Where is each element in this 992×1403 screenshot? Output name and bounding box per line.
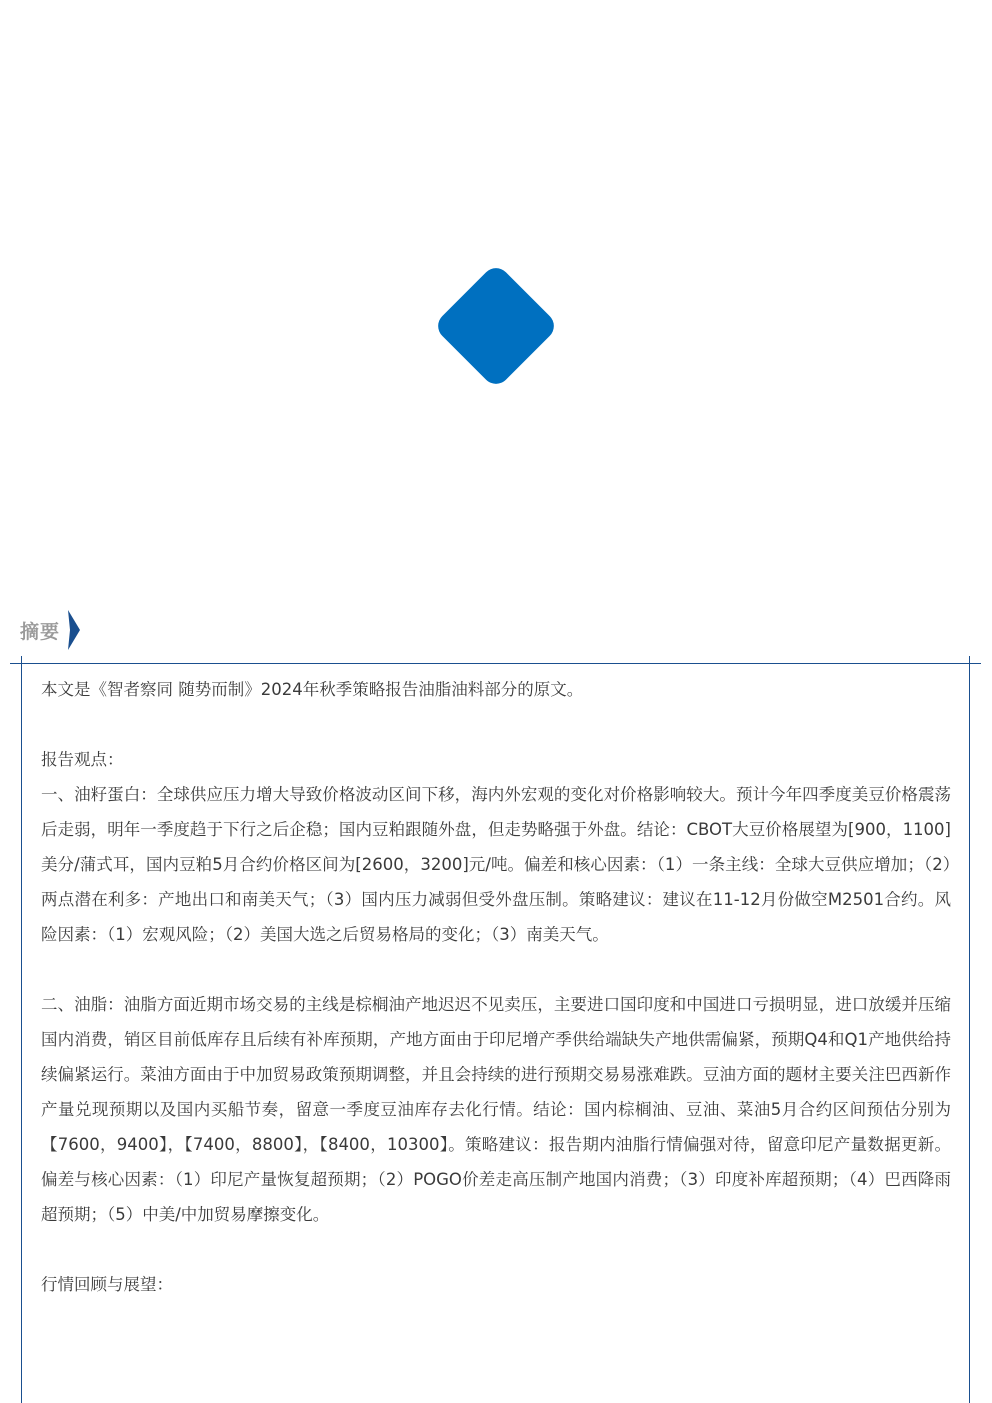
oilseed-protein-paragraph: 一、油籽蛋白：全球供应压力增大导致价格波动区间下移，海内外宏观的变化对价格影响较大。预计今年四季度美豆价格震荡后走弱，明年一季度趋于下行之后企稳；国内豆粕跟随外盘，但走势略强于外盘。结论：CBOT大豆价格展望为[900，1100]美分/蒲式耳，国内豆粕5月合约价格区间为[2600，3200]元/吨。偏差和核心因素：（1）一条主线：全球大豆供应增加；（2）两点潜在利多：产地出口和南美天气；（3）国内压力减弱但受外盘压制。策略建议：建议在11-12月份做空M2501合约。风险因素：（1）宏观风险；（2）美国大选之后贸易格局的变化；（3）南美天气。 [41,785,951,944]
frame-left-rule [21,656,22,1403]
frame-right-rule [969,656,970,1403]
intro-paragraph: 本文是《智者察同 随势而制》2024年秋季策略报告油脂油料部分的原文。 [41,680,584,699]
oils-fats-paragraph: 二、油脂：油脂方面近期市场交易的主线是棕榈油产地迟迟不见卖压，主要进口国印度和中国进口亏损明显，进口放缓并压缩国内消费，销区目前低库存且后续有补库预期，产地方面由于印尼增产季供给端缺失产地供需偏紧，预期Q4和Q1产地供给持续偏紧运行。菜油方面由于中加贸易政策预期调整，并且会持续的进行预期交易易涨难跌。豆油方面的题材主要关注巴西新作产量兑现预期以及国内买船节奏，留意一季度豆油库存去化行情。结论：国内棕榈油、豆油、菜油5月合约区间预估分别为【7600，9400】，【7400，8800】，【8400，10300】。策略建议：报告期内油脂行情偏强对待，留意印尼产量数据更新。偏差与核心因素：（1）印尼产量恢复超预期；（2）POGO价差走高压制产地国内消费；（3）印度补库超预期；（4）巴西降雨超预期；（5）中美/中加贸易摩擦变化。 [41,995,951,1224]
section-title: 摘要 [20,620,61,643]
frame-top-rule [10,663,981,664]
section-header [20,610,80,650]
views-heading: 报告观点： [41,750,124,769]
chevron-right-icon [68,610,80,650]
abstract-body [41,672,951,1302]
review-heading: 行情回顾与展望： [41,1275,173,1294]
blue-diamond-icon [425,255,567,397]
